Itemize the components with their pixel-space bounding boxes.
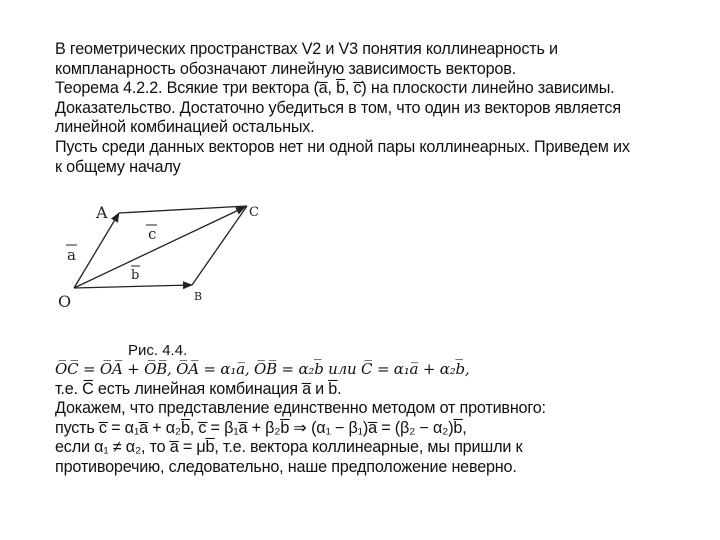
text-line: т.е. C̅ есть линейная комбинация a̅ и b̅. [55,379,342,398]
text-line: к общему началу [55,157,181,176]
side-AC [119,206,247,213]
text-line: противоречию, следовательно, наше предположение неверно. [55,457,517,476]
point-O-label: O [58,292,72,311]
proof-line: Доказательство. Достаточно убедиться в том, что один из векторов является [55,98,621,117]
text-line: Пусть среди данных векторов нет ни одной пары коллинеарных. Приведем их [55,137,630,156]
point-C-label: C [249,205,259,220]
point-A-label: A [96,203,108,222]
point-B-label: B [194,290,203,303]
text-line: если α₁ ≠ α₂, то a̅ = μb̅, т.е. вектора коллинеарные, мы пришли к [55,438,523,457]
vector-b-label: b [131,268,140,283]
proof-text [55,360,695,478]
text-line: В геометрических пространствах V2 и V3 понятия коллинеарность и [55,40,558,58]
figure-caption: Рис. 4.4. [128,342,188,359]
theorem-line: Теорема 4.2.2. Всякие три вектора (a̅, b̅, c̅) на плоскости линейно зависимы. [55,79,615,98]
text-line: компланарность обозначают линейную зависимость векторов. [55,59,516,78]
vector-c-label: c [148,225,157,243]
vector-OB [74,285,192,288]
formula-line: пусть c̅ = α₁a̅ + α₂b̅, c̅ = β₁a̅ + β₂b̅ ⇒ (α₁ − β₁)a̅ = (β₂ − α₂)b̅, [55,418,467,437]
text-line: Докажем, что представление единственно методом от противного: [55,399,546,418]
side-BC [192,206,247,285]
formula-line: O̅C̅ = O̅A̅ + O̅B̅, O̅A̅ = α₁a̅, O̅B̅ = α₂b̅ или C̅ = α₁a̅ + α₂b̅, [55,360,470,378]
vector-a-label: a [67,246,76,264]
text-line: линейной комбинацией остальных. [55,118,315,137]
